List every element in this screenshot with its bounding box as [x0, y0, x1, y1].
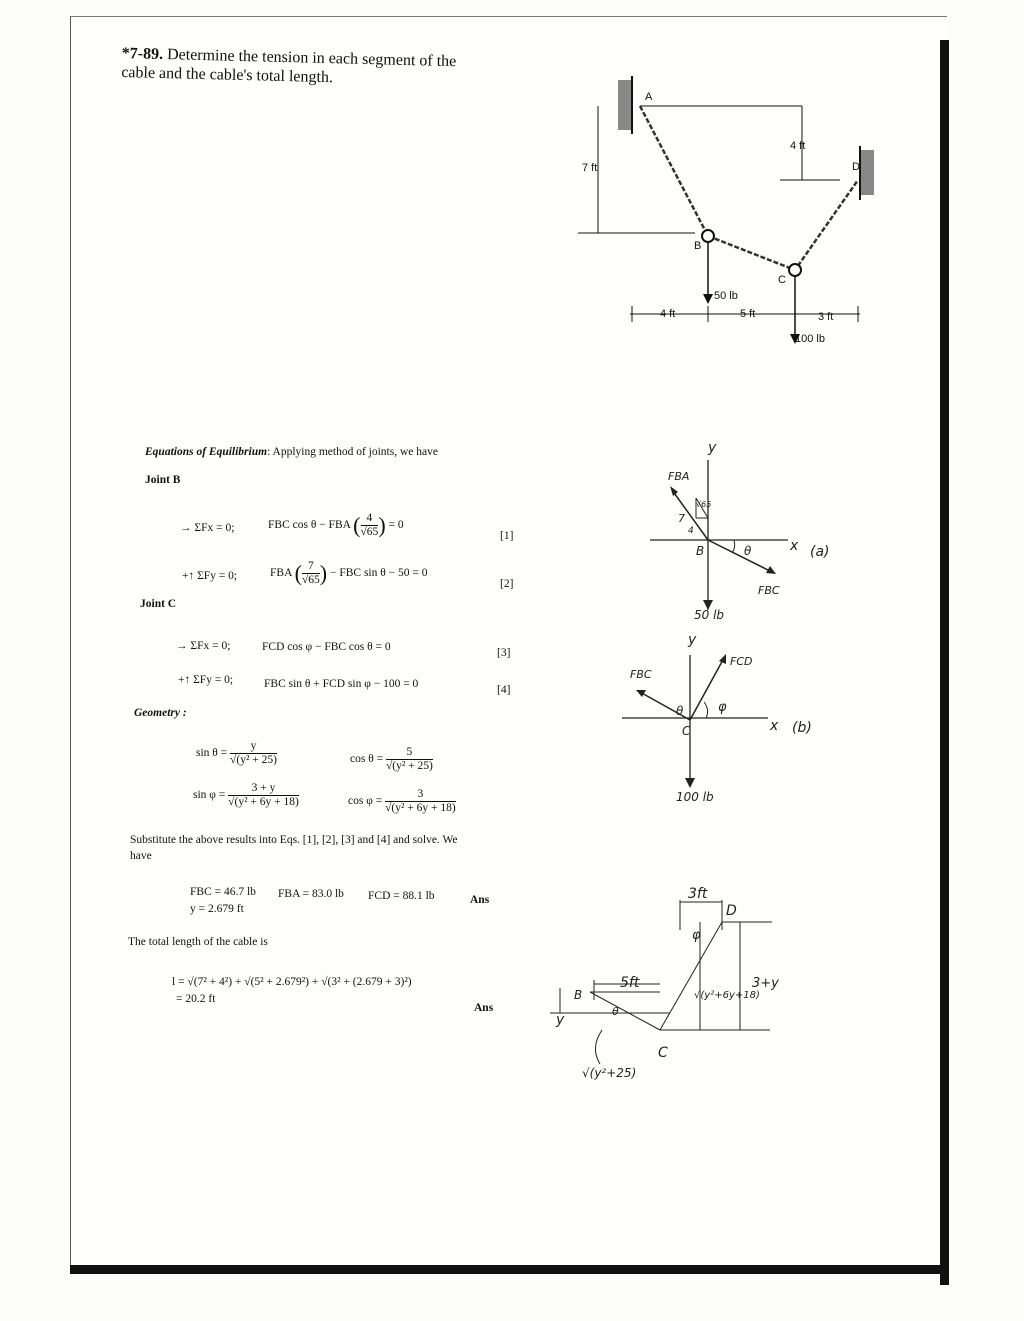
dim-left-height: 7 ft [582, 162, 598, 174]
substitute-line2: have [130, 850, 152, 862]
load-c: 100 lb [795, 333, 825, 345]
eq4-body: FBC sin θ + FCD sin φ − 100 = 0 [264, 678, 419, 690]
result-fbc: FBC = 46.7 lb [190, 886, 256, 898]
eq1-body: FBC cos θ − FBA ( $\frac{4}{√65}$ ) = 0 [268, 512, 404, 538]
eq2-tag: [2] [500, 578, 514, 590]
fbd-b-fcd-label: FCD [730, 655, 753, 668]
fbd-a-y-axis-label: y [708, 440, 717, 456]
solution-heading: Equations of Equilibrium: Applying method of joints, we have [145, 446, 438, 458]
fbd-a-load-label: 50 lb [694, 608, 725, 622]
eq3-body: FCD cos φ − FBC cos θ = 0 [262, 641, 391, 653]
eq4-condition: +↑ ΣFy = 0; [178, 674, 234, 686]
fbd-a-theta: θ [744, 544, 752, 558]
geometry-heading: Geometry : [134, 707, 187, 719]
fbd-a-seven: 7 [678, 512, 685, 525]
fbd-a-fba-label: FBA [668, 470, 690, 483]
dim-right-drop: 4 ft [790, 140, 806, 152]
result-fcd: FCD = 88.1 lb [368, 890, 435, 902]
substitute-line1: Substitute the above results into Eqs. [1], [2], [3] and [4] and solve. We [130, 834, 458, 846]
fbd-a-tag: (a) [810, 544, 830, 560]
problem-number: *7-89. [121, 44, 164, 64]
page-edge-bottom [70, 1265, 948, 1274]
geom-label-b: B [574, 988, 583, 1002]
dim-span2: 5 ft [740, 308, 756, 320]
fbd-b-x-axis-label: x [770, 718, 779, 734]
result-fba: FBA = 83.0 lb [278, 888, 344, 900]
result-y: y = 2.679 ft [190, 903, 244, 915]
sin-theta: sin θ = $\frac{y}{\text{√(y² + 25)}}$ [196, 740, 277, 766]
fbd-a-joint-label: B [696, 544, 705, 558]
geom-hyp-left: √(y²+25) [582, 1066, 637, 1080]
length-value: = 20.2 ft [176, 993, 216, 1005]
geom-three-ft: 3ft [688, 886, 708, 902]
load-b: 50 lb [714, 290, 738, 302]
sin-phi: sin φ = $\frac{3 + y}{\text{√(y² + 6y + 18)}}$ [193, 782, 299, 808]
geom-hyp-right: √(y²+6y+18) [694, 990, 760, 1001]
fbd-b-y-axis-label: y [688, 632, 697, 648]
fbd-a-x-axis-label: x [790, 538, 799, 554]
geom-label-d: D [726, 903, 737, 919]
label-d: D [852, 161, 860, 173]
geom-three-plus-y: 3+y [752, 976, 779, 991]
geom-phi: φ [692, 928, 701, 943]
label-b: B [694, 240, 702, 252]
eq1-condition: → ΣFx = 0; [180, 522, 235, 534]
joint-b-title: Joint B [145, 474, 181, 486]
total-length-intro: The total length of the cable is [128, 936, 268, 948]
answer-tag-1: Ans [470, 894, 490, 906]
cable-figure [570, 70, 900, 360]
joint-c-title: Joint C [140, 598, 177, 610]
geom-y: y [556, 1012, 565, 1028]
eq2-body: FBA ( $\frac{7}{√65}$ ) − FBC sin θ − 50 = 0 [270, 560, 428, 586]
eq3-condition: → ΣFx = 0; [176, 640, 231, 652]
fbd-b-fbc-label: FBC [630, 668, 652, 681]
fbd-a-fbc-label: FBC [758, 584, 780, 597]
answer-tag-2: Ans [474, 1002, 494, 1014]
fbd-b-joint-label: C [682, 724, 691, 738]
geom-five-ft: 5ft [620, 975, 640, 991]
cos-phi: cos φ = $\frac{3}{\text{√(y² + 6y + 18)}}$ [348, 788, 456, 814]
eq2-condition: +↑ ΣFy = 0; [182, 570, 238, 582]
cos-theta: cos θ = $\frac{5}{\text{√(y² + 25)}}$ [350, 746, 433, 772]
fbd-b-tag: (b) [792, 720, 812, 736]
eq4-tag: [4] [497, 684, 511, 696]
fbd-b-phi: φ [718, 700, 727, 715]
fbd-b-load-label: 100 lb [676, 790, 714, 804]
eq1-tag: [1] [500, 530, 514, 542]
fbd-a-four: 4 [688, 526, 694, 536]
fbd-joint-b [640, 440, 840, 620]
fbd-joint-c [620, 640, 820, 800]
label-a: A [645, 91, 653, 103]
dim-span3: 3 ft [818, 311, 834, 323]
fbd-b-theta: θ [676, 704, 684, 718]
geom-theta: θ [612, 1005, 619, 1018]
problem-line1: Determine the tension in each segment of the [166, 46, 457, 71]
label-c: C [778, 274, 786, 286]
dim-span1: 4 ft [660, 308, 676, 320]
problem-line2: cable and the cable's total length. [121, 63, 334, 87]
eq3-tag: [3] [497, 647, 511, 659]
page-edge-right [940, 40, 949, 1285]
geom-label-c: C [658, 1045, 668, 1061]
length-equation: l = √(7² + 4²) + √(5² + 2.679²) + √(3² + (2.679 + 3)²) [172, 976, 412, 988]
fbd-a-root: √65 [696, 500, 712, 509]
problem-statement [121, 44, 456, 90]
